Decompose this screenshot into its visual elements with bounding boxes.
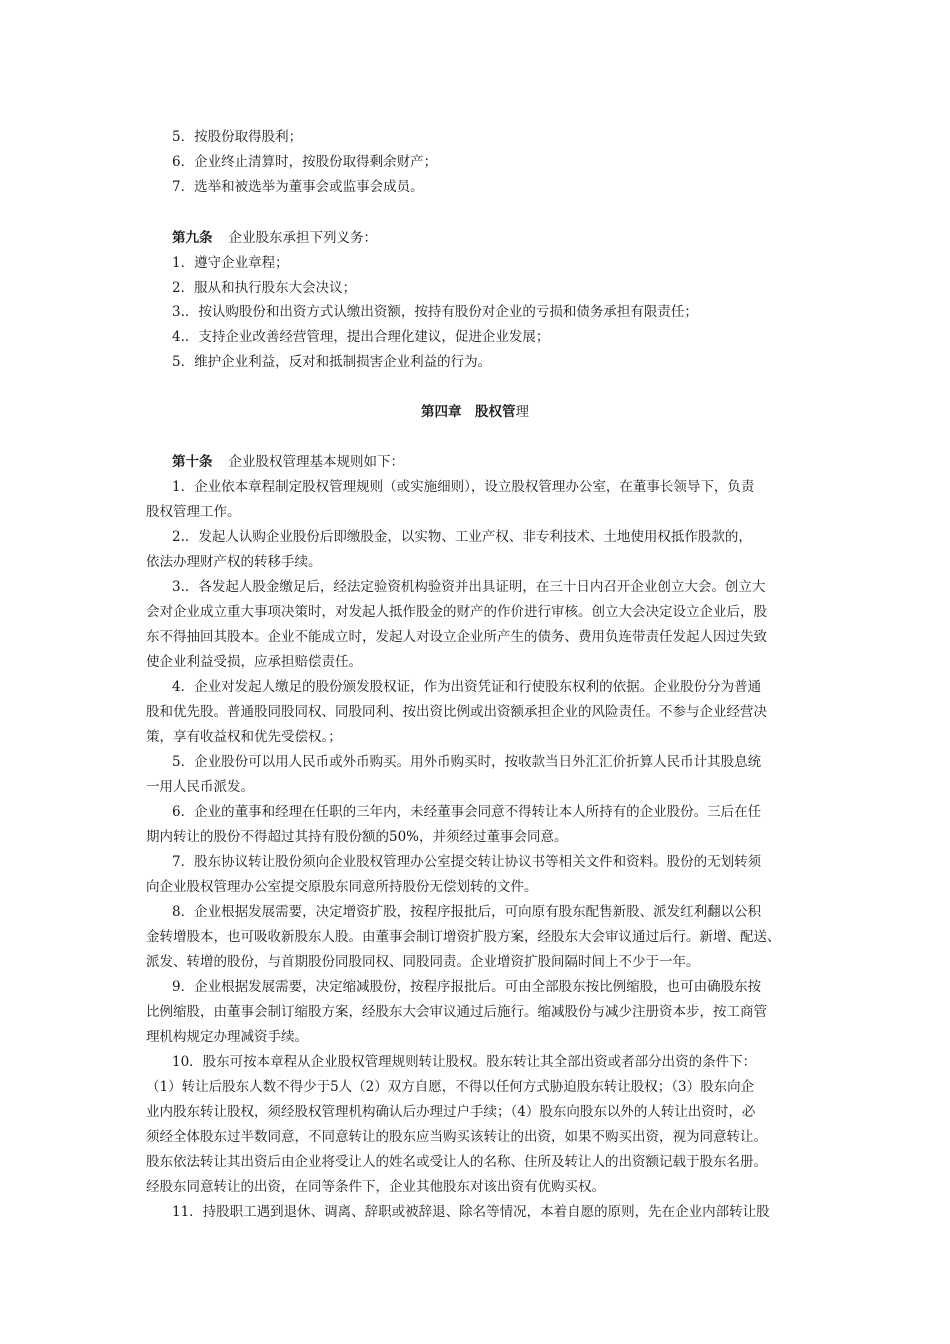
article-9-heading-line [172,229,377,247]
article-10-heading: 第十条 [172,454,213,470]
paragraph-line: 8．企业根据发展需要，决定增资扩股，按程序报批后，可向原有股东配售新股、派发红利翻以公积 [172,904,762,920]
paragraph-line: 金转增股本，也可吸收新股东人股。由董事会制订增资扩股方案，经股东大会审议通过后行。新增、配送、 [146,929,781,945]
paragraph-line: 业内股东转让股权，须经股权管理机构确认后办理过户手续；（4）股东向股东以外的人转让出资时，必 [146,1104,756,1120]
paragraph-line: 理机构规定办理减资手续。 [146,1029,308,1045]
paragraph-line: 1．企业依本章程制定股权管理规则（或实施细则），设立股权管理办公室，在董事长领导下，负责 [172,479,755,495]
paragraph-line: 期内转让的股份不得超过其持有股份额的50%，并须经过董事会同意。 [146,829,568,845]
rights-item: 6．企业终止清算时，按股份取得剩余财产； [172,154,438,170]
paragraph-line: 一用人民币派发。 [146,779,254,795]
obligation-item: 2．服从和执行股东大会决议； [172,280,357,296]
paragraph-line: 2.．发起人认购企业股份后即缴股金，以实物、工业产权、非专利技术、土地使用权抵作股款的， [172,529,752,545]
paragraph-line: 依法办理财产权的转移手续。 [146,554,322,570]
paragraph-line: 6．企业的董事和经理在任职的三年内，未经董事会同意不得转让本人所持有的企业股份。三后在任 [172,804,762,820]
obligation-item: 4.．支持企业改善经营管理，提出合理化建议，促进企业发展； [172,329,550,345]
obligation-item: 1．遵守企业章程； [172,255,289,271]
paragraph-line: 4．企业对发起人缴足的股份颁发股权证，作为出资凭证和行使股东权利的依据。企业股份分为普通 [172,679,762,695]
article-9-intro: 企业股东承担下列义务： [228,230,377,246]
paragraph-line: （1）转让后股东人数不得少于5人（2）双方自愿，不得以任何方式胁迫股东转让股权；（3）股东向企 [146,1079,755,1095]
rights-item: 7．选举和被选举为董事会或监事会成员。 [172,179,424,195]
paragraph-line: 9．企业根据发展需要，决定缩减股份，按程序报批后。可由全部股东按比例缩股，也可由确股东按 [172,979,762,995]
paragraph-line: 派发、转增的股份，与首期股份同股同权、同股同责。企业增资扩股间隔时间上不少于一年。 [146,954,700,970]
chapter-4-title-bold: 第四章 股权管 [421,404,516,420]
paragraph-line: 须经全体股东过半数同意，不同意转让的股东应当购买该转让的出资，如果不购买出资，视为同意转让。 [146,1129,767,1145]
paragraph-line: 会对企业成立重大事项决策时，对发起人抵作股金的财产的作价进行审核。创立大会决定设立企业后，股 [146,604,767,620]
paragraph-line: 经股东同意转让的出资，在同等条件下，企业其他股东对该出资有优购买权。 [146,1179,605,1195]
paragraph-line: 11．持股职工遇到退休、调离、辞职或被辞退、除名等情况，本着自愿的原则，先在企业内部转让股 [172,1204,770,1220]
paragraph-line: 3.．各发起人股金缴足后，经法定验资机构验资并出具证明，在三十日内召开企业创立大会。创立大 [172,579,766,595]
paragraph-line: 10．股东可按本章程从企业股权管理规则转让股权。股东转让其全部出资或者部分出资的条件下： [172,1054,757,1070]
article-10-intro: 企业股权管理基本规则如下： [228,454,404,470]
rights-item: 5．按股份取得股利； [172,129,303,145]
paragraph-line: 股和优先股。普通股同股同权、同股同利、按出资比例或出资额承担企业的风险责任。不参与企业经营决 [146,704,767,720]
paragraph-line: 股权管理工作。 [146,504,241,520]
paragraph-line: 策，享有收益权和优先受偿权。； [146,729,342,745]
chapter-4-title [0,403,950,421]
obligation-item: 5．维护企业利益，反对和抵制损害企业利益的行为。 [172,354,492,370]
paragraph-line: 股东依法转让其出资后由企业将受让人的姓名或受让人的名称、住所及转让人的出资额记载于股东名册。 [146,1154,767,1170]
paragraph-line: 向企业股权管理办公室提交原股东同意所持股份无偿划转的文件。 [146,879,538,895]
article-9-heading: 第九条 [172,230,213,246]
paragraph-line: 东不得抽回其股本。企业不能成立时，发起人对设立企业所产生的债务、费用负连带责任发起人因过失致 [146,629,767,645]
paragraph-line: 7．股东协议转让股份须向企业股权管理办公室提交转让协议书等相关文件和资料。股份的无划转须 [172,854,762,870]
paragraph-line: 比例缩股，由董事会制订缩股方案，经股东大会审议通过后施行。缩减股份与减少注册资本步，按工商管 [146,1004,767,1020]
paragraph-line: 5．企业股份可以用人民币或外币购买。用外币购买时，按收款当日外汇汇价折算人民币计其股息统 [172,754,762,770]
paragraph-line: 使企业利益受损，应承担赔偿责任。 [146,654,362,670]
chapter-4-title-tail: 理 [515,404,529,420]
obligation-item: 3.．按认购股份和出资方式认缴出资额，按持有股份对企业的亏损和债务承担有限责任； [172,304,698,320]
article-10-heading-line [172,453,404,471]
